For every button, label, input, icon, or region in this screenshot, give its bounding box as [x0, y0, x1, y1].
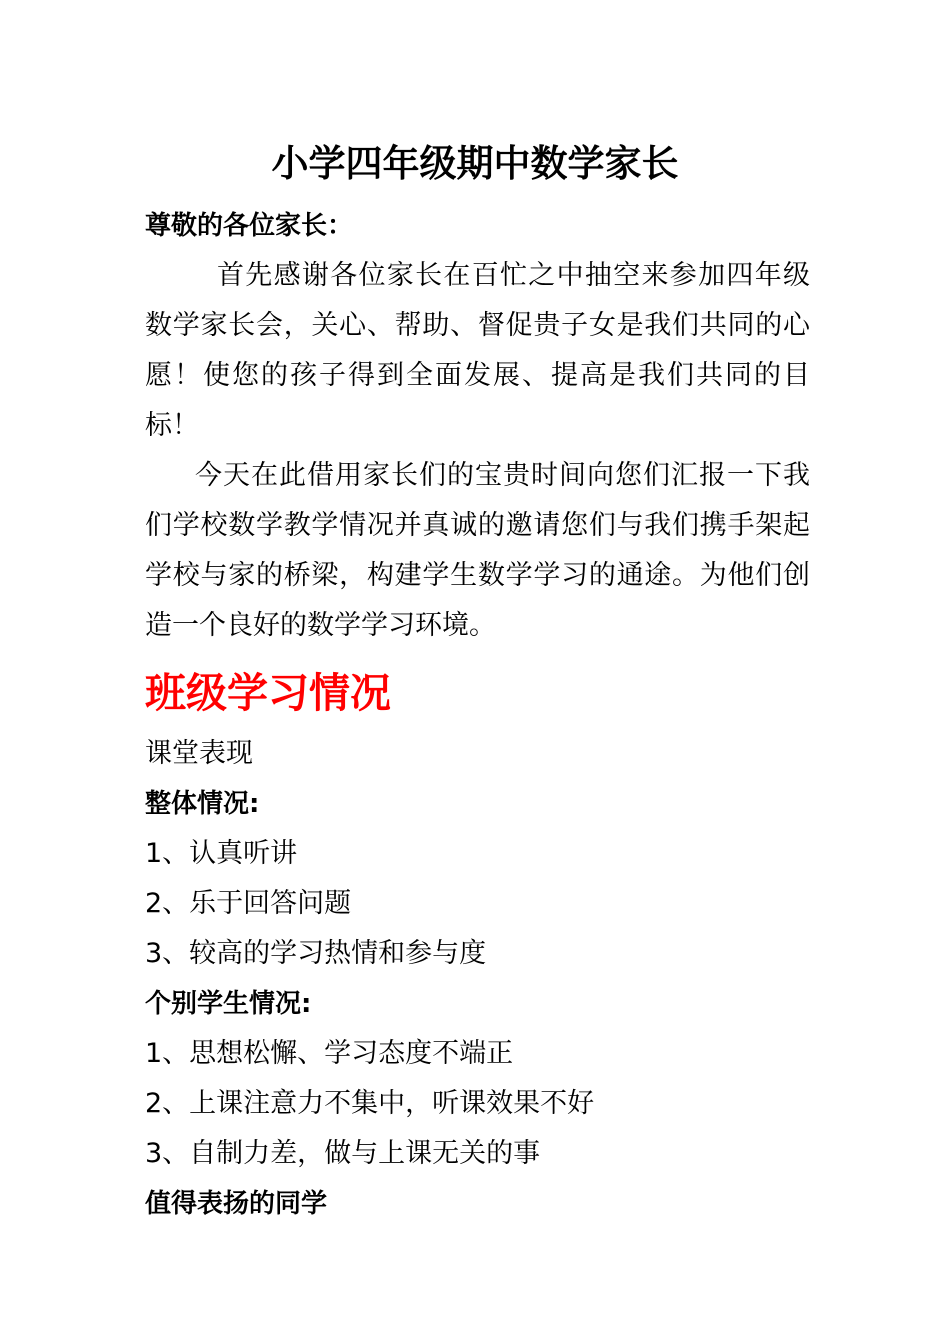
section-title: 班级学习情况 [145, 669, 391, 717]
list-item: 1、认真听讲 [145, 838, 298, 869]
overall-list [145, 829, 810, 979]
list-item: 3、较高的学习热情和参与度 [145, 938, 487, 969]
list-item: 2、上课注意力不集中，听课效果不好 [145, 1088, 595, 1119]
list-item: 3、自制力差，做与上课无关的事 [145, 1138, 541, 1169]
list-item: 1、思想松懈、学习态度不端正 [145, 1038, 514, 1069]
overall-heading: 整体情况: [145, 789, 260, 819]
intro-paragraph-1: 首先感谢各位家长在百忙之中抽空来参加四年级数学家长会，关心、帮助、督促贵子女是我们共同的心愿！使您的孩子得到全面发展、提高是我们共同的目标！ [145, 260, 810, 441]
intro-paragraph-2: 今天在此借用家长们的宝贵时间向您们汇报一下我们学校数学教学情况并真诚的邀请您们与我们携手架起学校与家的桥梁，构建学生数学学习的通途。为他们创造一个良好的数学学习环境。 [145, 460, 810, 641]
section-subtitle: 课堂表现 [145, 738, 253, 769]
individual-heading: 个别学生情况: [145, 989, 312, 1019]
salutation: 尊敬的各位家长： [145, 211, 354, 241]
document-title: 小学四年级期中数学家长 [271, 142, 679, 185]
praise-heading: 值得表扬的同学 [145, 1189, 328, 1219]
individual-list [145, 1029, 810, 1179]
document-body [145, 201, 810, 1229]
list-item: 2、乐于回答问题 [145, 888, 352, 919]
